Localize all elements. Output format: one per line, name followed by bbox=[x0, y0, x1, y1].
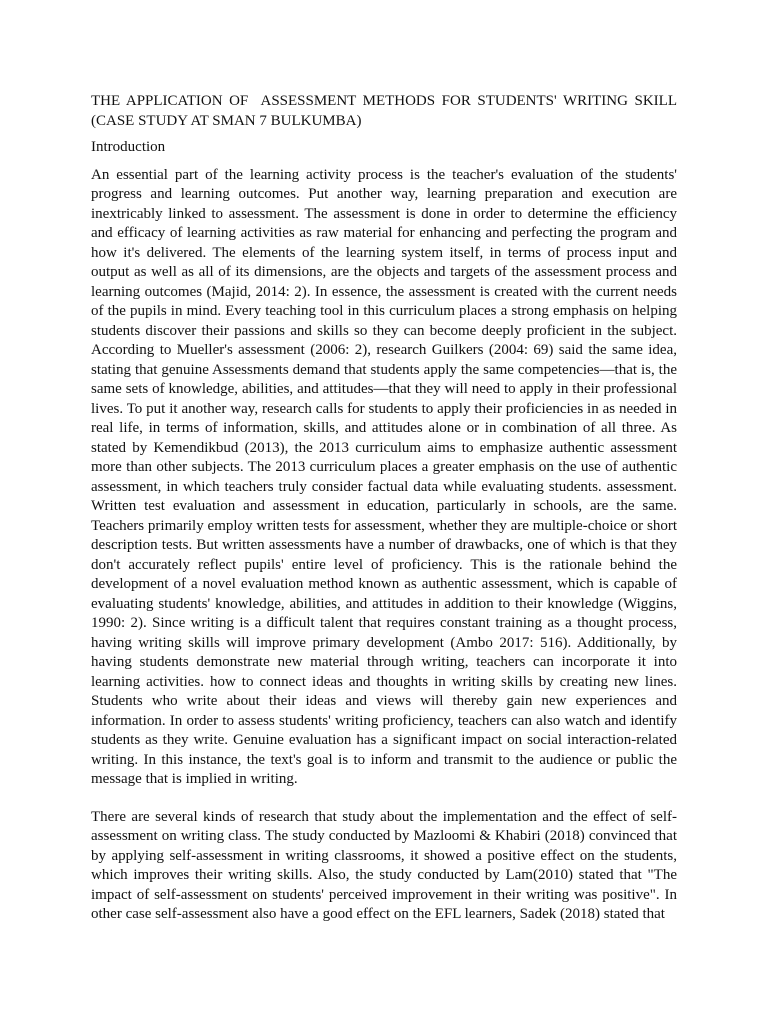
paragraph-1: An essential part of the learning activity process is the teacher's evaluation of the students' progress and learning outcomes. Put another way, learning preparation and execution are inextricably linked to assessment. The assessment is done in order to determine the efficiency and efficacy of learning activities as raw material for enhancing and perfecting the program and how it's delivered. The elements of the learning system itself, in terms of process input and output as well as all of its dimensions, are the objects and targets of the assessment process and learning outcomes (Majid, 2014: 2). In essence, the assessment is created with the current needs of the pupils in mind. Every teaching tool in this curriculum places a strong emphasis on helping students discover their passions and skills so they can become deeply proficient in the subject. According to Mueller's assessment (2006: 2), research Guilkers (2004: 69) said the same idea, stating that genuine Assessments demand that students apply the same competencies—that is, the same sets of knowledge, abilities, and attitudes—that they will need to apply in their professional lives. To put it another way, research calls for students to apply their proficiencies in as needed in real life, in terms of information, skills, and attitudes alone or in combination of all three. As stated by Kemendikbud (2013), the 2013 curriculum aims to emphasize authentic assessment more than other subjects. The 2013 curriculum places a greater emphasis on the use of authentic assessment, in which teachers truly consider factual data while evaluating students. assessment. Written test evaluation and assessment in education, particularly in schools, are the same. Teachers primarily employ written tests for assessment, whether they are multiple-choice or short description tests. But written assessments have a number of drawbacks, one of which is that they don't accurately reflect pupils' entire level of proficiency. This is the rationale behind the development of a novel evaluation method known as authentic assessment, which is capable of evaluating students' knowledge, abilities, and attitudes in addition to their knowledge (Wiggins, 1990: 2). Since writing is a difficult talent that requires constant training as a thought process, having writing skills will improve primary development (Ambo 2017: 516). Additionally, by having students demonstrate new material through writing, teachers can incorporate it into learning activities. how to connect ideas and thoughts in writing skills by creating new lines. Students who write about their ideas and views will thereby gain new experiences and information. In order to assess students' writing proficiency, teachers can also watch and identify students as they write. Genuine evaluation has a significant impact on social interaction-related writing. In this instance, the text's goal is to inform and transmit to the audience or public the message that is implied in writing. bbox=[91, 166, 677, 787]
paragraph-2: There are several kinds of research that study about the implementation and the effect of self-assessment on writing class. The study conducted by Mazloomi & Khabiri (2018) convinced that by applying self-assessment in writing classrooms, it showed a positive effect on the students, which improves their writing skills. Also, the study conducted by Lam(2010) stated that "The impact of self-assessment on students' perceived improvement in their writing was positive". In other case self-assessment also have a good effect on the EFL learners, Sadek (2018) stated that bbox=[91, 808, 677, 922]
document-title: THE APPLICATION OF ASSESSMENT METHODS FOR STUDENTS' WRITING SKILL (CASE STUDY AT SMAN 7 BULKUMBA) bbox=[91, 93, 681, 129]
section-heading-introduction: Introduction bbox=[91, 139, 166, 155]
document-body bbox=[91, 92, 681, 943]
